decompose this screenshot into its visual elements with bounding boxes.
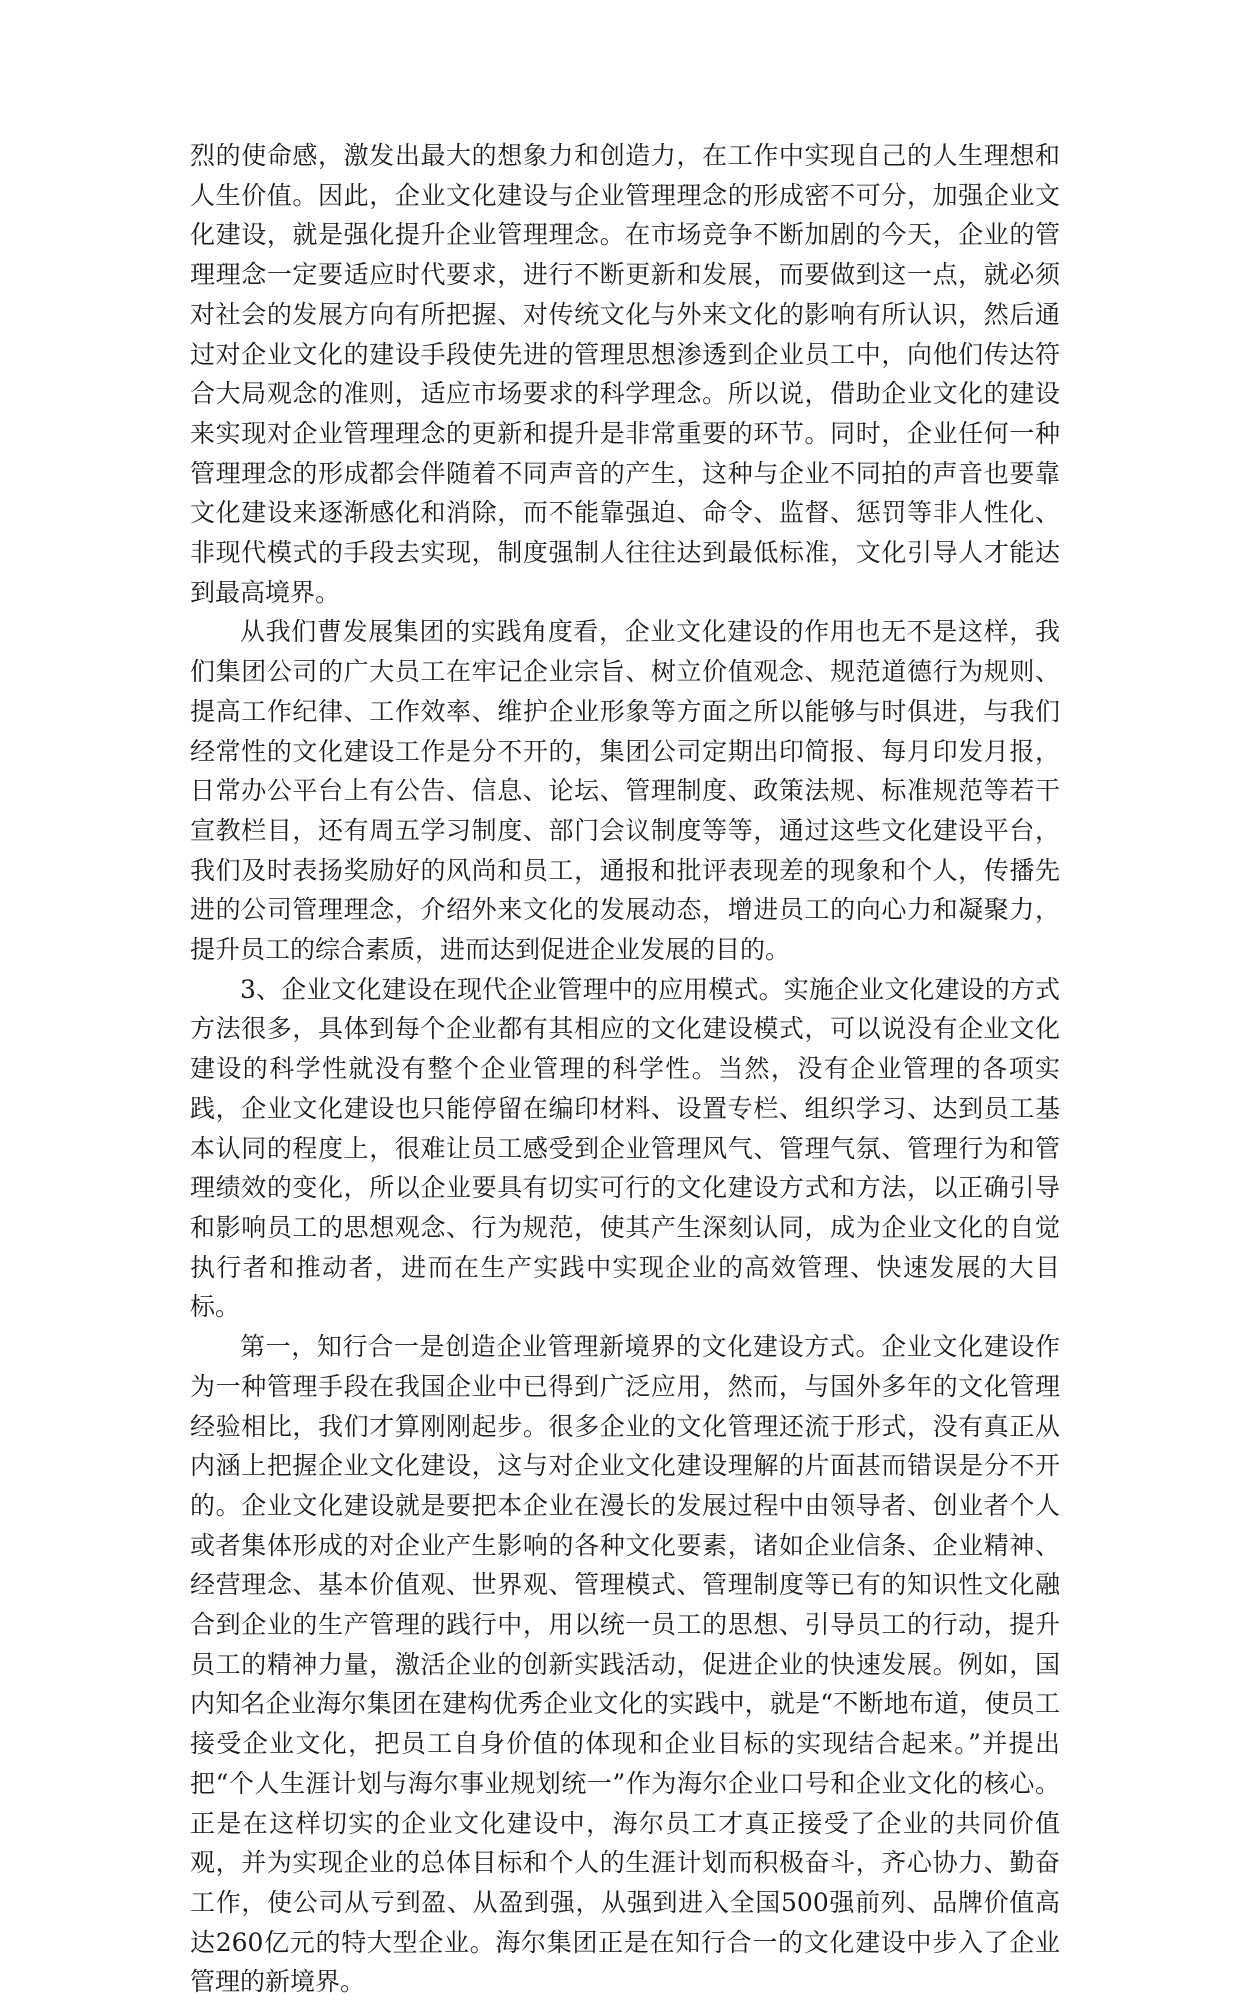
paragraph-group-practice: 从我们曹发展集团的实践角度看，企业文化建设的作用也无不是这样，我们集团公司的广大员工在牢记企业宗旨、树立价值观念、规范道德行为规则、提高工作纪律、工作效率、维护企业形象等方面之所以能够与时俱进，与我们经常性的文化建设工作是分不开的，集团公司定期出印简报、每月印发月报，日常办公平台上有公告、信息、论坛、管理制度、政策法规、标准规范等若干宣教栏目，还有周五学习制度、部门会议制度等等，通过这些文化建设平台，我们及时表扬奖励好的风尚和员工，通报和批评表现差的现象和个人，传播先进的公司管理理念，介绍外来文化的发展动态，增进员工的向心力和凝聚力，提升员工的综合素质，进而达到促进企业发展的目的。 xyxy=(190,617,1060,965)
document-body xyxy=(190,136,1060,2002)
paragraph-continued: 烈的使命感，激发出最大的想象力和创造力，在工作中实现自己的人生理想和人生价值。因此，企业文化建设与企业管理理念的形成密不可分，加强企业文化建设，就是强化提升企业管理理念。在市场竞争不断加剧的今天，企业的管理理念一定要适应时代要求，进行不断更新和发展，而要做到这一点，就必须对社会的发展方向有所把握、对传统文化与外来文化的影响有所认识，然后通过对企业文化的建设手段使先进的管理思想渗透到企业员工中，向他们传达符合大局观念的准则，适应市场要求的科学理念。所以说，借助企业文化的建设来实现对企业管理理念的更新和提升是非常重要的环节。同时，企业任何一种管理理念的形成都会伴随着不同声音的产生，这种与企业不同拍的声音也要靠文化建设来逐渐感化和消除，而不能靠强迫、命令、监督、惩罚等非人性化、非现代模式的手段去实现，制度强制人往往达到最低标准，文化引导人才能达到最高境界。 xyxy=(190,141,1060,607)
paragraph-application-mode: 3、企业文化建设在现代企业管理中的应用模式。实施企业文化建设的方式方法很多，具体到每个企业都有其相应的文化建设模式，可以说没有企业文化建设的科学性就没有整个企业管理的科学性。当然，没有企业管理的各项实践，企业文化建设也只能停留在编印材料、设置专栏、组织学习、达到员工基本认同的程度上，很难让员工感受到企业管理风气、管理气氛、管理行为和管理绩效的变化，所以企业要具有切实可行的文化建设方式和方法，以正确引导和影响员工的思想观念、行为规范，使其产生深刻认同，成为企业文化的自觉执行者和推动者，进而在生产实践中实现企业的高效管理、快速发展的大目标。 xyxy=(190,974,1060,1322)
paragraph-unity-of-knowledge-action: 第一，知行合一是创造企业管理新境界的文化建设方式。企业文化建设作为一种管理手段在我国企业中已得到广泛应用，然而，与国外多年的文化管理经验相比，我们才算刚刚起步。很多企业的文化管理还流于形式，没有真正从内涵上把握企业文化建设，这与对企业文化建设理解的片面甚而错误是分不开的。企业文化建设就是要把本企业在漫长的发展过程中由领导者、创业者个人或者集体形成的对企业产生影响的各种文化要素，诸如企业信条、企业精神、经营理念、基本价值观、世界观、管理模式、管理制度等已有的知识性文化融合到企业的生产管理的践行中，用以统一员工的思想、引导员工的行动，提升员工的精神力量，激活企业的创新实践活动，促进企业的快速发展。例如，国内知名企业海尔集团在建构优秀企业文化的实践中，就是“不断地布道，使员工接受企业文化，把员工自身价值的体现和企业目标的实现结合起来。”并提出把“个人生涯计划与海尔事业规划统一”作为海尔企业口号和企业文化的核心。正是在这样切实的企业文化建设中，海尔员工才真正接受了企业的共同价值观，并为实现企业的总体目标和个人的生涯计划而积极奋斗，齐心协力、勤奋工作，使公司从亏到盈、从盈到强，从强到进入全国500强前列、品牌价值高达260亿元的特大型企业。海尔集团正是在知行合一的文化建设中步入了企业管理的新境界。 xyxy=(190,1332,1060,1997)
